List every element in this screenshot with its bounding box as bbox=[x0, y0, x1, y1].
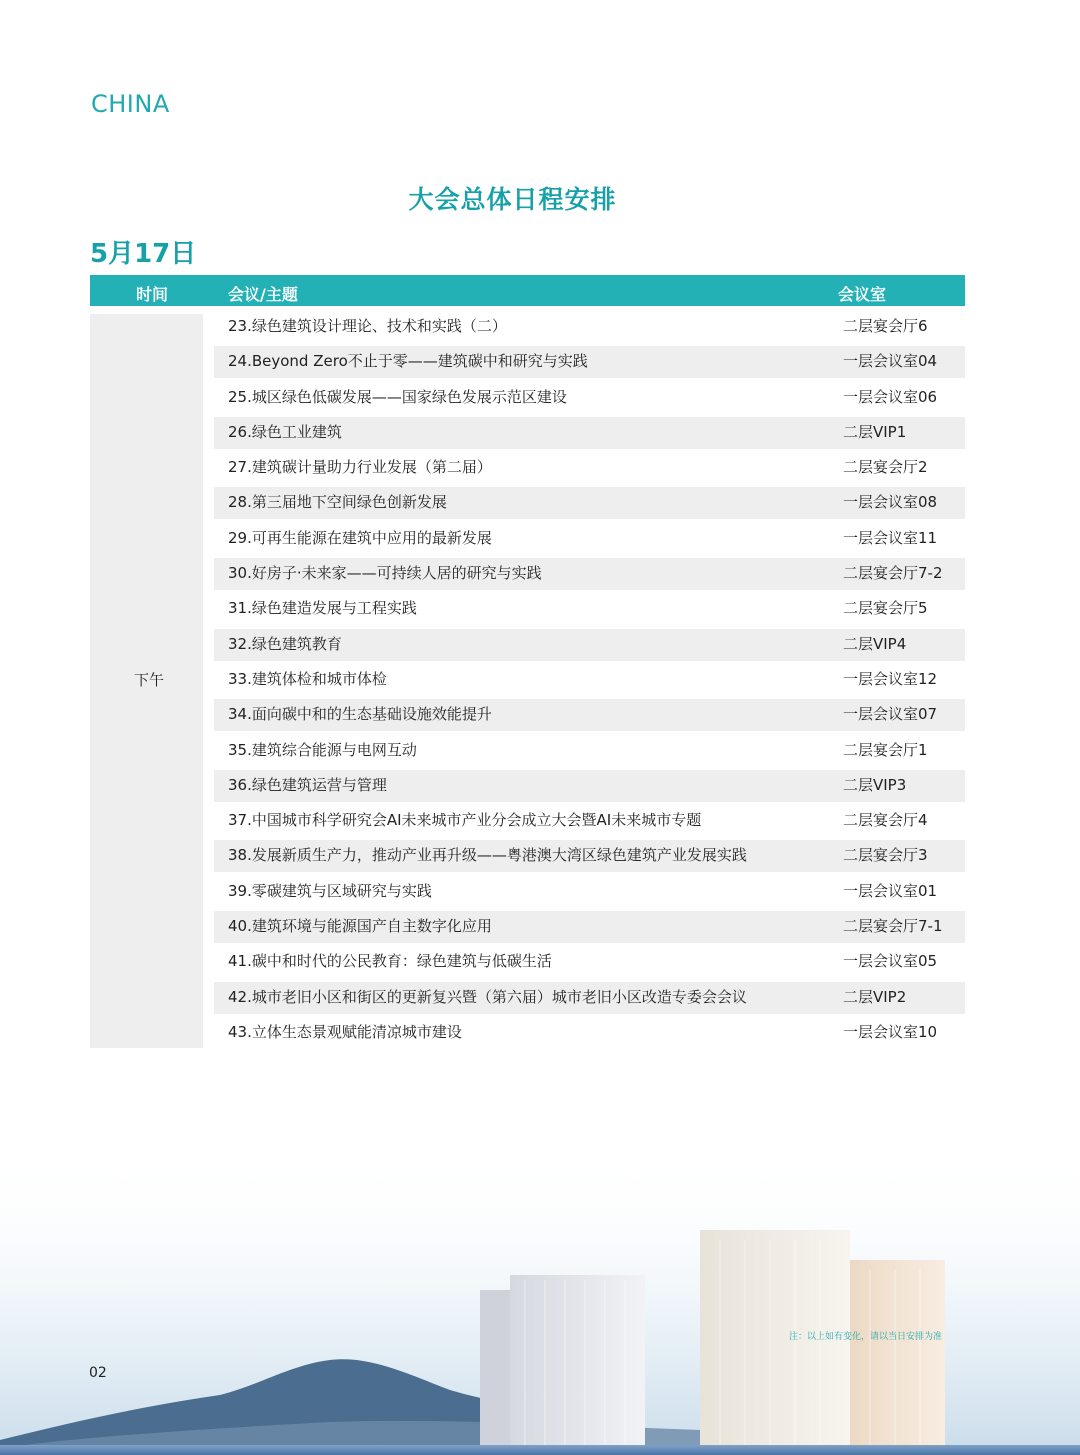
table-row bbox=[214, 769, 965, 804]
session-room: 二层宴会厅5 bbox=[843, 599, 928, 618]
table-row bbox=[214, 804, 965, 839]
session-topic: 34.面向碳中和的生态基础设施效能提升 bbox=[228, 705, 492, 724]
session-topic: 43.立体生态景观赋能清凉城市建设 bbox=[228, 1022, 462, 1041]
session-room: 一层会议室10 bbox=[843, 1022, 938, 1041]
session-topic: 42.城市老旧小区和街区的更新复兴暨（第六届）城市老旧小区改造专委会会议 bbox=[228, 987, 747, 1006]
table-row bbox=[214, 310, 965, 345]
session-topic: 24.Beyond Zero不止于零——建筑碳中和研究与实践 bbox=[228, 352, 588, 371]
session-room: 二层宴会厅1 bbox=[843, 740, 928, 759]
session-room: 一层会议室05 bbox=[843, 952, 938, 971]
time-period-label: 下午 bbox=[134, 671, 165, 689]
session-room: 二层VIP1 bbox=[843, 422, 907, 441]
table-row bbox=[214, 910, 965, 945]
column-header-room: 会议室 bbox=[838, 285, 887, 304]
table-row bbox=[214, 628, 965, 663]
session-topic: 28.第三届地下空间绿色创新发展 bbox=[228, 493, 447, 512]
session-topic: 31.绿色建造发展与工程实践 bbox=[228, 599, 417, 618]
schedule-rows bbox=[214, 310, 965, 1051]
session-topic: 39.零碳建筑与区域研究与实践 bbox=[228, 881, 432, 900]
session-topic: 41.碳中和时代的公民教育：绿色建筑与低碳生活 bbox=[228, 952, 552, 971]
session-room: 一层会议室04 bbox=[843, 352, 938, 371]
session-room: 一层会议室07 bbox=[843, 705, 938, 724]
session-room: 一层会议室06 bbox=[843, 387, 938, 406]
table-row bbox=[214, 381, 965, 416]
session-topic: 23.绿色建筑设计理论、技术和实践（二） bbox=[228, 317, 507, 335]
session-topic: 35.建筑综合能源与电网互动 bbox=[228, 740, 417, 759]
session-topic: 29.可再生能源在建筑中应用的最新发展 bbox=[228, 528, 492, 547]
session-room: 二层VIP4 bbox=[843, 634, 907, 653]
session-topic: 36.绿色建筑运营与管理 bbox=[228, 775, 387, 794]
page-number: 02 bbox=[89, 1365, 107, 1381]
table-row bbox=[214, 698, 965, 733]
table-row bbox=[214, 416, 965, 451]
session-topic: 40.建筑环境与能源国产自主数字化应用 bbox=[228, 917, 492, 936]
table-row bbox=[214, 557, 965, 592]
session-room: 一层会议室01 bbox=[843, 881, 938, 900]
session-topic: 32.绿色建筑教育 bbox=[228, 634, 342, 653]
table-row bbox=[214, 345, 965, 380]
city-skyline-illustration bbox=[0, 1150, 1080, 1455]
session-topic: 33.建筑体检和城市体检 bbox=[228, 669, 387, 688]
table-row bbox=[214, 1016, 965, 1051]
table-row bbox=[214, 945, 965, 980]
session-topic: 27.建筑碳计量助力行业发展（第二届） bbox=[228, 458, 492, 477]
session-room: 二层宴会厅3 bbox=[843, 846, 928, 865]
session-room: 二层宴会厅7-2 bbox=[843, 564, 943, 583]
table-row bbox=[214, 875, 965, 910]
session-room: 一层会议室08 bbox=[843, 493, 938, 512]
date-heading: 5月17日 bbox=[90, 239, 197, 269]
session-room: 二层宴会厅7-1 bbox=[843, 917, 943, 936]
table-row bbox=[214, 451, 965, 486]
table-header bbox=[90, 275, 965, 306]
session-topic: 25.城区绿色低碳发展——国家绿色发展示范区建设 bbox=[228, 387, 567, 406]
column-header-topic: 会议/主题 bbox=[228, 285, 298, 304]
table-row bbox=[214, 592, 965, 627]
table-row bbox=[214, 981, 965, 1016]
session-topic: 37.中国城市科学研究会AI未来城市产业分会成立大会暨AI未来城市专题 bbox=[228, 811, 702, 830]
session-room: 二层宴会厅6 bbox=[843, 317, 928, 335]
header-word: CHINA bbox=[91, 90, 170, 118]
page-title: 大会总体日程安排 bbox=[408, 185, 617, 214]
session-room: 二层VIP2 bbox=[843, 987, 907, 1006]
session-room: 二层VIP3 bbox=[843, 775, 907, 794]
session-topic: 26.绿色工业建筑 bbox=[228, 422, 342, 441]
table-row bbox=[214, 486, 965, 521]
session-room: 一层会议室12 bbox=[843, 669, 938, 688]
footnote: 注：以上如有变化，请以当日安排为准 bbox=[789, 1332, 943, 1342]
column-header-time: 时间 bbox=[136, 285, 169, 304]
table-row bbox=[214, 663, 965, 698]
table-row bbox=[214, 734, 965, 769]
table-row bbox=[214, 839, 965, 874]
session-room: 二层宴会厅2 bbox=[843, 458, 928, 477]
session-room: 二层宴会厅4 bbox=[843, 811, 928, 830]
session-topic: 38.发展新质生产力，推动产业再升级——粤港澳大湾区绿色建筑产业发展实践 bbox=[228, 846, 747, 865]
session-topic: 30.好房子·未来家——可持续人居的研究与实践 bbox=[228, 564, 542, 583]
table-row bbox=[214, 522, 965, 557]
time-period-cell bbox=[90, 314, 203, 1048]
session-room: 一层会议室11 bbox=[843, 528, 938, 547]
